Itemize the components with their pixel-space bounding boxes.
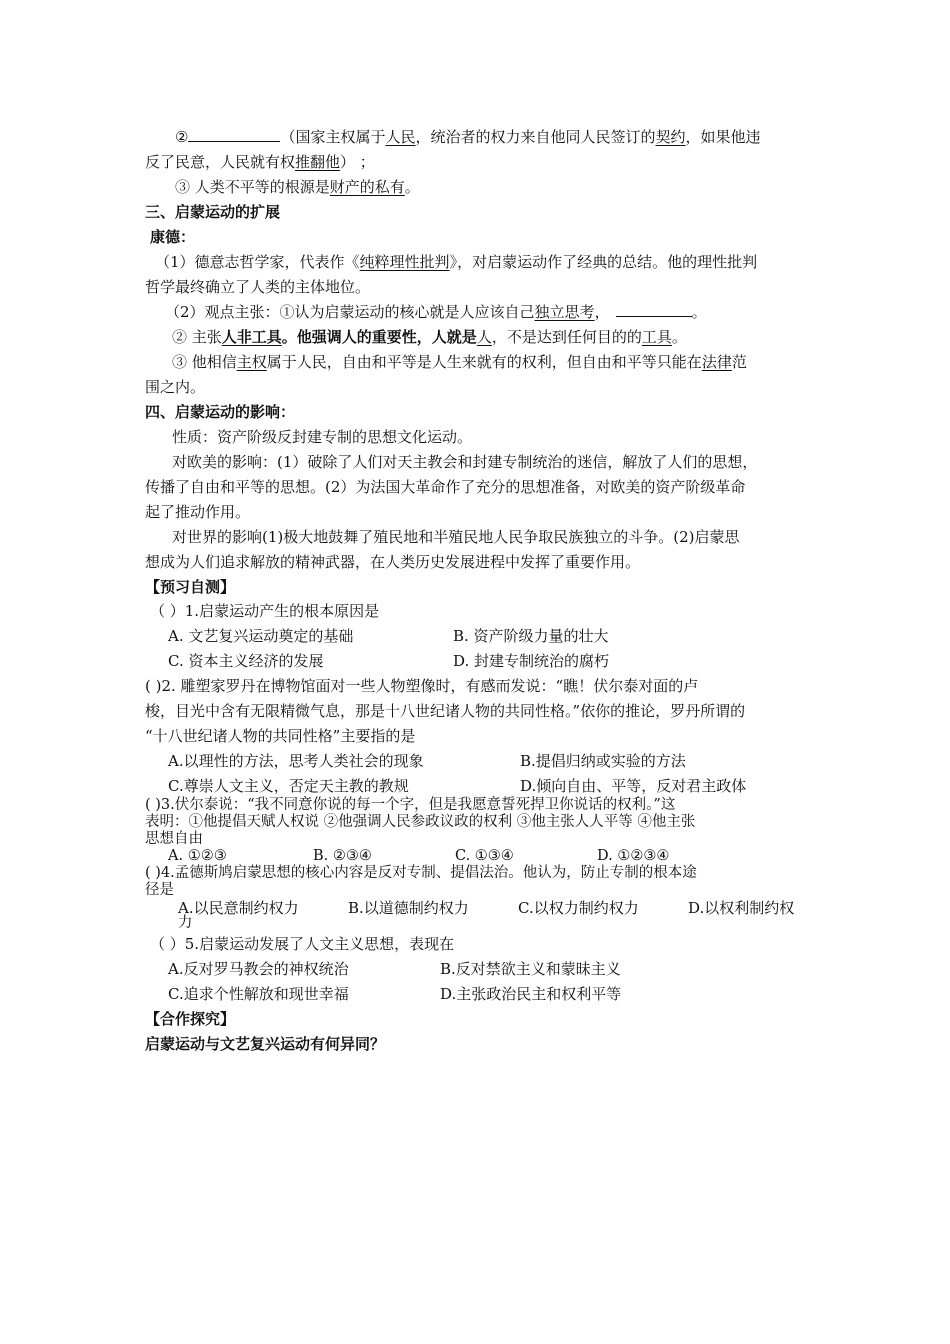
europe-impact-line2: 传播了自由和平等的思想。(2）为法国大革命作了充分的思想准备，对欧美的资产阶级革命 (145, 478, 746, 496)
q2-option-a: A.以理性的方法，思考人类社会的现象 (168, 752, 424, 770)
text: ，如果他违 (685, 128, 761, 146)
explore-question: 启蒙运动与文艺复兴运动有何异同？ (145, 1035, 386, 1053)
underlined-text: 工具 (641, 328, 672, 346)
text: 范 (731, 353, 747, 371)
underlined-text: 人民 (385, 128, 416, 146)
europe-impact-line3: 起了推动作用。 (145, 503, 251, 521)
underlined-text: 人 (476, 328, 492, 346)
q1-option-a: A. 文艺复兴运动奠定的基础 (168, 627, 354, 645)
kant-point-4-line2: 围之内。 (145, 378, 206, 396)
q5-option-c: C.追求个性解放和现世幸福 (168, 985, 349, 1003)
text: ② 主张 (172, 328, 222, 346)
text: （国家主权属于 (280, 128, 386, 146)
q4-option-a: A.以民意制约权力 (178, 899, 299, 917)
underlined-text: 纯粹理性批判 (359, 253, 450, 271)
quiz-heading: 【预习自测】 (145, 578, 236, 596)
kant-point-1 (155, 251, 820, 273)
text: 。他强调人的重要性，人就是 (281, 328, 477, 346)
q3-option-d: D. ①②③④ (597, 848, 670, 864)
nature-text: 性质：资产阶级反封建专制的思想文化运动。 (172, 428, 473, 446)
text: 反了民意，人民就有权 (145, 153, 296, 171)
q3-stem-line3: 思想自由 (145, 831, 203, 847)
rousseau-item-2-line2 (145, 151, 810, 173)
text: ） ； (340, 153, 375, 171)
q5-stem: （ ）5.启蒙运动发展了人文主义思想，表现在 (150, 935, 455, 953)
q1-option-d: D. 封建专制统治的腐朽 (453, 652, 610, 670)
q4-stem-line1: ( )4.孟德斯鸠启蒙思想的核心内容是反对专制、提倡法治。他认为，防止专制的根本途 (145, 865, 697, 881)
kant-point-4 (172, 351, 837, 373)
item-number: ② (175, 128, 189, 146)
underlined-text: 人非工具 (221, 328, 282, 346)
world-impact-line2: 想成为人们追求解放的精神武器，在人类历史发展进程中发挥了重要作用。 (145, 553, 641, 571)
text: ③ 人类不平等的根源是 (175, 178, 330, 196)
underlined-text: 独立思考 (534, 303, 595, 321)
text: （2）观点主张：①认为启蒙运动的核心就是人应该自己 (165, 303, 535, 321)
underlined-text: 契约 (655, 128, 686, 146)
fill-blank (616, 302, 692, 317)
text: ，不是达到任何目的的 (491, 328, 642, 346)
europe-impact-line1: 对欧美的影响：(1）破除了人们对天主教会和封建专制统治的迷信，解放了人们的思想， (172, 453, 758, 471)
q3-option-a: A. ①②③ (168, 848, 227, 864)
q4-stem-line2: 径是 (145, 882, 174, 898)
text: （1）德意志哲学家，代表作《 (155, 253, 360, 271)
q4-option-c: C.以权力制约权力 (518, 899, 639, 917)
underlined-text: 财产的私有 (329, 178, 405, 196)
q5-option-d: D.主张政治民主和权利平等 (440, 985, 622, 1003)
q5-option-b: B.反对禁欲主义和蒙昧主义 (440, 960, 621, 978)
q3-stem-line1: ( )3.伏尔泰说：“我不同意你说的每一个字，但是我愿意誓死捍卫你说话的权利。”这 (145, 797, 676, 813)
q2-stem-line2: 梭，目光中含有无限精微气息，那是十八世纪诸人物的共同性格。”依你的推论，罗丹所谓的 (145, 702, 746, 720)
section-3-heading: 三、启蒙运动的扩展 (145, 203, 281, 221)
q2-option-b: B.提倡归纳或实验的方法 (520, 752, 686, 770)
text: 。 (404, 178, 420, 196)
kant-point-3 (172, 326, 837, 348)
q2-option-d: D.倾向自由、平等，反对君主政体 (520, 777, 747, 795)
fill-blank (188, 127, 280, 142)
world-impact-line1: 对世界的影响(1)极大地鼓舞了殖民地和半殖民地人民争取民族独立的斗争。(2)启蒙思 (172, 528, 740, 546)
underlined-text: 法律 (701, 353, 732, 371)
explore-heading: 【合作探究】 (145, 1010, 236, 1028)
underlined-text: 推翻他 (295, 153, 341, 171)
text: 。 (671, 328, 687, 346)
text: 》，对启蒙运动作了经典的总结。他的理性批判 (449, 253, 758, 271)
text: ③ 他相信 (172, 353, 237, 371)
underlined-text: 主权 (236, 353, 267, 371)
text: 属于人民，自由和平等是人生来就有的权利，但自由和平等只能在 (266, 353, 702, 371)
kant-label: 康德： (150, 228, 196, 246)
text: 。 (691, 303, 707, 321)
q4-option-d: D.以权利制约权 (688, 899, 795, 917)
text: ，统治者的权力来自他同人民签订的 (415, 128, 656, 146)
q1-option-c: C. 资本主义经济的发展 (168, 652, 324, 670)
q3-option-b: B. ②③④ (313, 848, 372, 864)
rousseau-item-3 (175, 176, 840, 198)
kant-point-2 (165, 301, 830, 323)
q2-option-c: C.尊崇人文主义，否定天主教的教规 (168, 777, 409, 795)
section-4-heading: 四、启蒙运动的影响： (145, 403, 296, 421)
q3-stem-line2: 表明：①他提倡天赋人权说 ②他强调人民参政议政的权利 ③他主张人人平等 ④他主张 (145, 814, 696, 830)
q2-stem-line1: ( )2. 雕塑家罗丹在博物馆面对一些人物塑像时，有感而发说：“瞧！伏尔泰对面的卢 (145, 677, 699, 695)
q5-option-a: A.反对罗马教会的神权统治 (168, 960, 349, 978)
q4-option-b: B.以道德制约权力 (348, 899, 469, 917)
q1-stem: （ ）1.启蒙运动产生的根本原因是 (150, 602, 380, 620)
q3-option-c: C. ①③④ (455, 848, 514, 864)
text: ， (594, 303, 610, 321)
q4-option-d-wrap: 力 (178, 915, 193, 931)
kant-point-1-line2: 哲学最终确立了人类的主体地位。 (145, 278, 371, 296)
q2-stem-line3: “十八世纪诸人物的共同性格”主要指的是 (145, 727, 416, 745)
rousseau-item-2 (175, 126, 840, 148)
q1-option-b: B. 资产阶级力量的壮大 (453, 627, 609, 645)
